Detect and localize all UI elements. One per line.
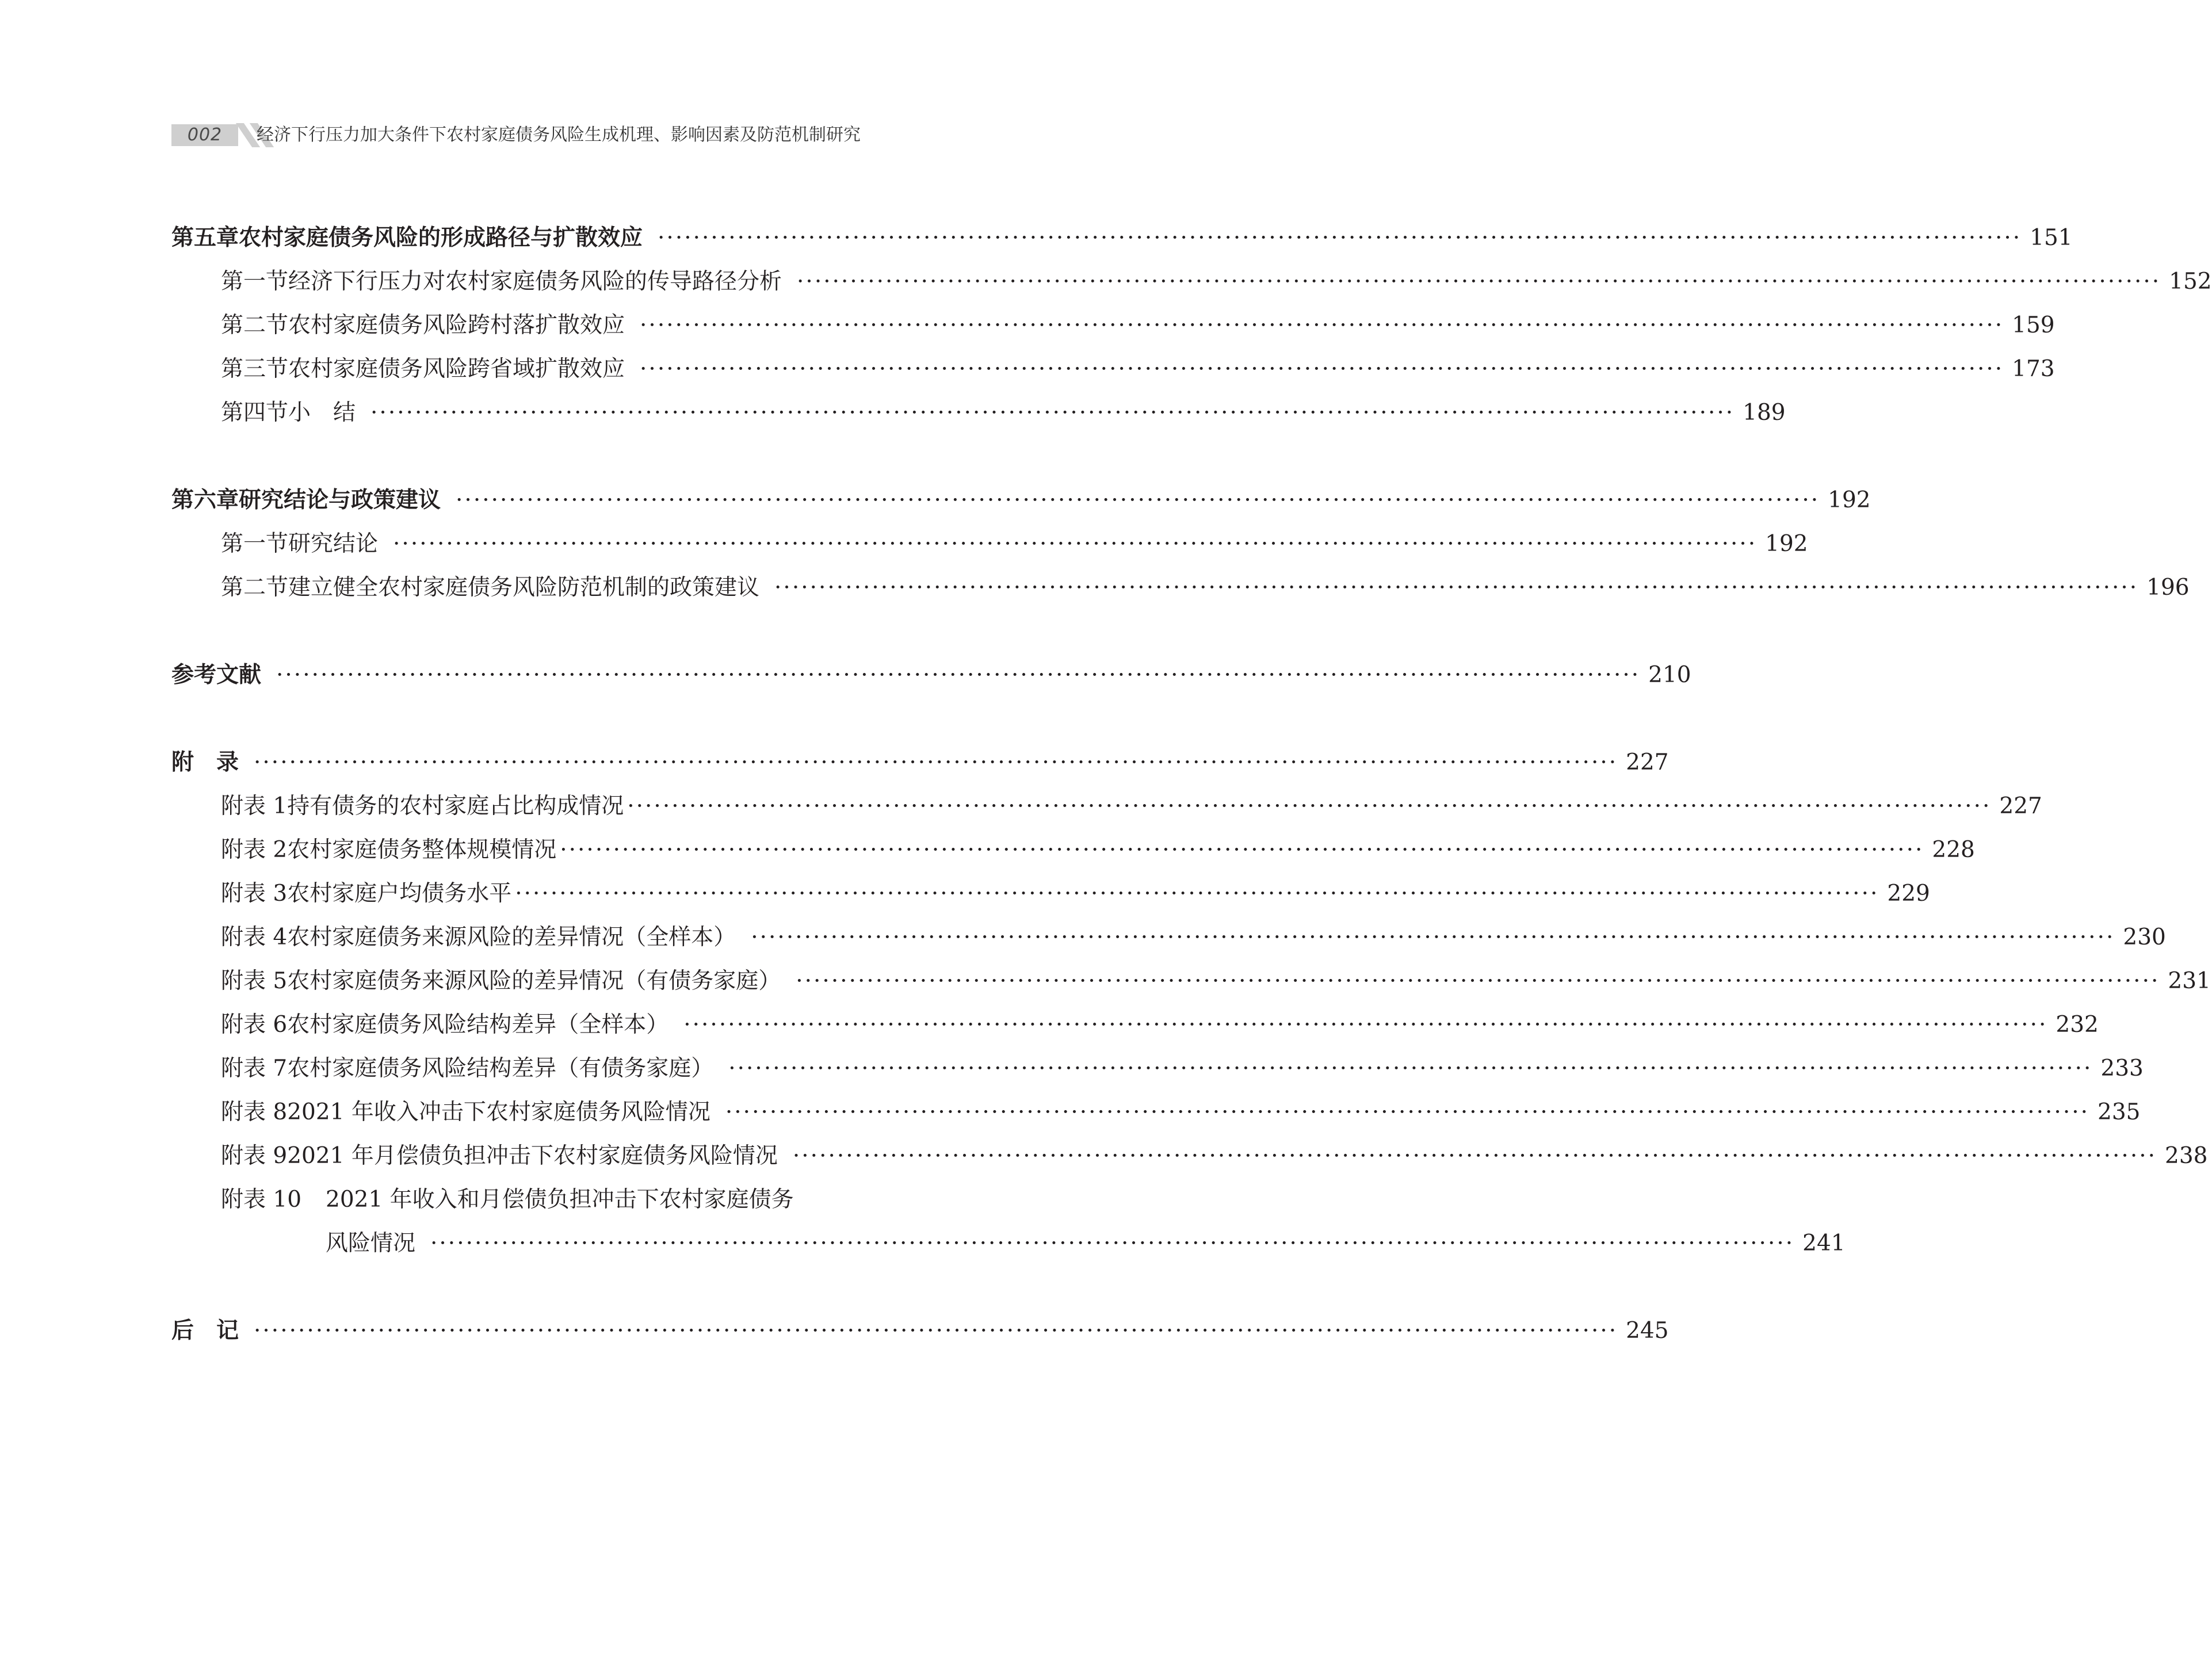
toc-entry-title: 2021 年收入和月偿债负担冲击下农村家庭债务 <box>326 1187 794 1213</box>
toc-entry-title: 持有债务的农村家庭占比构成情况 <box>287 793 624 819</box>
toc-entry-title: 农村家庭债务整体规模情况 <box>287 837 557 863</box>
toc-entry-section[interactable] <box>221 569 2190 602</box>
toc-entry-page: 245 <box>1626 1318 1669 1344</box>
toc-entry-appendix-table[interactable] <box>221 1138 2208 1170</box>
toc-entry-page: 229 <box>1887 881 1930 907</box>
toc-entry-appendix-table[interactable] <box>221 832 1975 864</box>
toc-entry-page: 196 <box>2146 575 2190 601</box>
toc-leader-dots: ·························································································································································· <box>683 1012 2048 1038</box>
toc-entry-page: 230 <box>2123 924 2166 950</box>
toc-entry-page: 227 <box>1626 750 1669 775</box>
toc-entry-page: 173 <box>2012 356 2055 382</box>
toc-leader-dots: ·························································································································································· <box>792 1143 2157 1169</box>
toc-entry-label: 附表 5 <box>221 968 288 994</box>
toc-entry-section[interactable] <box>221 526 1808 558</box>
toc-leader-dots: ·························································································································································· <box>627 793 1992 819</box>
toc-entry-page: 235 <box>2098 1099 2141 1125</box>
toc-entry-title: 农村家庭债务来源风险的差异情况（有债务家庭） <box>287 968 781 994</box>
toc-entry-label: 附表 9 <box>221 1143 288 1169</box>
toc-entry-page: 159 <box>2012 312 2055 338</box>
toc-entry-label: 附表 4 <box>221 924 288 950</box>
toc-entry-page: 210 <box>1648 662 1691 688</box>
toc-entry-label: 附表 2 <box>221 837 288 863</box>
toc-entry-title: 农村家庭户均债务水平 <box>287 881 512 907</box>
toc-entry-label: 附表 7 <box>221 1056 288 1081</box>
toc-entry-page: 192 <box>1765 531 1808 557</box>
toc-entry-page: 152 <box>2169 269 2212 295</box>
toc-entry-label: 附表 10 <box>221 1187 302 1213</box>
toc-entry-title: 研究结论 <box>288 531 379 557</box>
toc-leader-dots: ·························································································································································· <box>456 487 1820 513</box>
toc-entry-page: 238 <box>2165 1143 2208 1169</box>
toc-leader-dots: ·························································································································································· <box>254 1318 1618 1344</box>
toc-entry-page: 192 <box>1828 487 1871 513</box>
toc-entry-label: 附表 8 <box>221 1099 288 1125</box>
toc-entry-label: 第四节 <box>221 400 289 426</box>
page-number-badge: 002 <box>171 124 238 146</box>
toc-entry-postscript[interactable] <box>171 1313 1669 1345</box>
toc-entry-title: 2021 年月偿债负担冲击下农村家庭债务风险情况 <box>287 1143 778 1169</box>
toc-entry-title: 经济下行压力对农村家庭债务风险的传导路径分析 <box>288 269 782 295</box>
toc-entry-chapter-6[interactable] <box>171 482 1871 514</box>
toc-entry-title: 小 结 <box>288 400 356 426</box>
toc-entry-section[interactable] <box>221 307 2055 339</box>
toc-leader-dots: ·························································································································································· <box>276 662 1641 688</box>
toc-entry-section[interactable] <box>221 263 2212 296</box>
toc-entry-page: 233 <box>2100 1056 2144 1081</box>
toc-entry-title: 农村家庭债务风险跨省域扩散效应 <box>288 356 625 382</box>
toc-leader-dots: ·························································································································································· <box>560 837 1924 863</box>
toc-leader-dots: ·························································································································································· <box>370 400 1735 426</box>
toc-entry-title: 农村家庭债务来源风险的差异情况（全样本） <box>287 924 736 950</box>
toc-entry-page: 227 <box>1999 793 2042 819</box>
toc-entry-references[interactable] <box>171 657 1691 689</box>
book-title: 经济下行压力加大条件下农村家庭债务风险生成机理、影响因素及防范机制研究 <box>257 125 861 145</box>
toc-entry-appendix-table[interactable] <box>221 919 2166 951</box>
toc-leader-dots: ·························································································································································· <box>797 269 2161 295</box>
toc-entry-title: 附 录 <box>171 750 239 775</box>
toc-leader-dots: ·························································································································································· <box>430 1230 1795 1256</box>
toc-entry-page: 232 <box>2056 1012 2099 1038</box>
toc-entry-label: 第一节 <box>221 269 289 295</box>
toc-entry-page: 189 <box>1743 400 1786 426</box>
toc-entry-appendix-table[interactable] <box>221 1050 2144 1083</box>
toc-entry-appendix-table[interactable] <box>221 1094 2141 1126</box>
toc-leader-dots: ·························································································································································· <box>640 356 2004 382</box>
toc-leader-dots: ·························································································································································· <box>515 881 1879 907</box>
toc-entry-appendix[interactable] <box>171 744 1669 777</box>
toc-entry-section[interactable] <box>221 351 2055 383</box>
toc-leader-dots: ·························································································································································· <box>728 1056 2093 1081</box>
toc-entry-appendix-table-continuation[interactable] <box>326 1225 1846 1257</box>
toc-entry-title: 研究结论与政策建议 <box>239 487 441 513</box>
toc-entry-appendix-table[interactable] <box>221 963 2211 995</box>
toc-entry-label: 第一节 <box>221 531 289 557</box>
toc-leader-dots: ·························································································································································· <box>393 531 1758 557</box>
toc-entry-appendix-table[interactable] <box>221 788 2042 820</box>
toc-entry-label: 第三节 <box>221 356 289 382</box>
toc-entry-title: 后 记 <box>171 1318 239 1344</box>
toc-entry-label: 第二节 <box>221 312 289 338</box>
toc-entry-label: 第六章 <box>171 487 239 513</box>
toc-entry-label: 第五章 <box>171 225 239 251</box>
toc-leader-dots: ·························································································································································· <box>658 225 2022 251</box>
toc-entry-page: 151 <box>2030 225 2073 251</box>
toc-entry-label: 第二节 <box>221 575 289 601</box>
toc-entry-label: 附表 6 <box>221 1012 288 1038</box>
running-header <box>171 121 1034 150</box>
toc-entry-section[interactable] <box>221 395 1786 427</box>
toc-entry-title: 风险情况 <box>326 1230 416 1256</box>
toc-leader-dots: ·························································································································································· <box>774 575 2139 601</box>
toc-entry-title: 2021 年收入冲击下农村家庭债务风险情况 <box>287 1099 710 1125</box>
toc-entry-page: 231 <box>2168 968 2211 994</box>
toc-entry-page: 241 <box>1802 1230 1846 1256</box>
toc-entry-title: 参考文献 <box>171 662 262 688</box>
toc-entry-title: 农村家庭债务风险跨村落扩散效应 <box>288 312 625 338</box>
toc-entry-title: 农村家庭债务风险结构差异（有债务家庭） <box>287 1056 714 1081</box>
toc-entry-appendix-table[interactable] <box>221 1007 2099 1039</box>
toc-entry-title: 农村家庭债务风险的形成路径与扩散效应 <box>239 225 643 251</box>
toc-entry-title: 农村家庭债务风险结构差异（全样本） <box>287 1012 669 1038</box>
toc-entry-page: 228 <box>1932 837 1975 863</box>
toc-leader-dots: ·························································································································································· <box>796 968 2160 994</box>
toc-leader-dots: ·························································································································································· <box>751 924 2115 950</box>
toc-leader-dots: ·························································································································································· <box>640 312 2004 338</box>
toc-entry-chapter-5[interactable] <box>171 220 2073 252</box>
toc-entry-appendix-table[interactable] <box>221 875 1930 908</box>
toc-entry-label: 附表 3 <box>221 881 288 907</box>
toc-entry-appendix-table-first-line[interactable] <box>221 1181 794 1214</box>
toc-leader-dots: ·························································································································································· <box>254 750 1618 775</box>
toc-leader-dots: ·························································································································································· <box>725 1099 2090 1125</box>
toc-entry-title: 建立健全农村家庭债务风险防范机制的政策建议 <box>288 575 760 601</box>
toc-entry-label: 附表 1 <box>221 793 288 819</box>
